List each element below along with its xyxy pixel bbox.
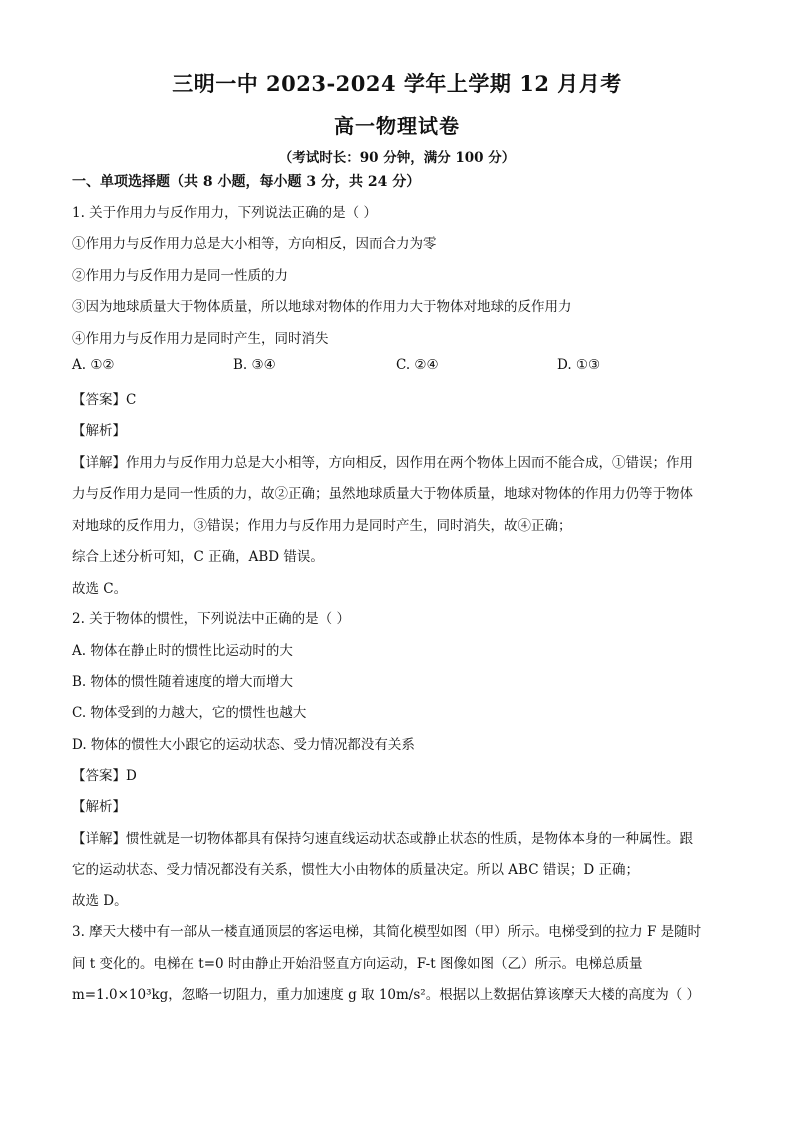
q2-answer: 【答案】D xyxy=(72,768,137,784)
q1-option-b: B. ③④ xyxy=(233,357,276,373)
q2-option-c: C. 物体受到的力越大，它的惯性也越大 xyxy=(72,705,307,721)
q1-detail-line-1: 【详解】作用力与反作用力总是大小相等，方向相反，因作用在两个物体上因而不能合成，①错误；作用 xyxy=(72,455,693,471)
exam-title: 三明一中 2023-2024 学年上学期 12 月月考 xyxy=(172,71,622,96)
q2-analysis-label: 【解析】 xyxy=(72,799,126,815)
q1-option-c: C. ②④ xyxy=(396,357,439,373)
q2-option-d: D. 物体的惯性大小跟它的运动状态、受力情况都没有关系 xyxy=(72,737,415,753)
q2-detail-line-2: 它的运动状态、受力情况都没有关系，惯性大小由物体的质量决定。所以 ABC 错误；D 正确； xyxy=(72,862,639,878)
q1-statement-2: ②作用力与反作用力是同一性质的力 xyxy=(72,268,288,284)
q1-choose: 故选 C。 xyxy=(72,581,128,597)
q2-option-b: B. 物体的惯性随着速度的增大而增大 xyxy=(72,674,294,690)
exam-subject-title: 高一物理试卷 xyxy=(334,114,460,138)
q1-option-d: D. ①③ xyxy=(557,357,601,373)
q2-detail-line-1: 【详解】惯性就是一切物体都具有保持匀速直线运动状态或静止状态的性质，是物体本身的一种属性。跟 xyxy=(72,831,693,847)
q3-stem-line-3: m=1.0×10³kg，忽略一切阻力，重力加速度 g 取 10m/s²。根据以上数据估算该摩天大楼的高度为（ ） xyxy=(72,987,700,1003)
section-heading: 一、单项选择题（共 8 小题，每小题 3 分，共 24 分） xyxy=(72,174,421,190)
q1-summary: 综合上述分析可知，C 正确，ABD 错误。 xyxy=(72,549,324,565)
q1-statement-1: ①作用力与反作用力总是大小相等，方向相反，因而合力为零 xyxy=(72,236,437,252)
q1-stem: 1. 关于作用力与反作用力，下列说法正确的是（ ） xyxy=(72,205,377,221)
q3-stem-line-1: 3. 摩天大楼中有一部从一楼直通顶层的客运电梯，其简化模型如图（甲）所示。电梯受到的拉力 F 是随时 xyxy=(72,924,702,940)
q1-statement-3: ③因为地球质量大于物体质量，所以地球对物体的作用力大于物体对地球的反作用力 xyxy=(72,299,572,315)
q2-choose: 故选 D。 xyxy=(72,893,128,909)
q1-detail-line-3: 对地球的反作用力，③错误；作用力与反作用力是同时产生，同时消失，故④正确； xyxy=(72,518,572,534)
q2-option-a: A. 物体在静止时的惯性比运动时的大 xyxy=(72,643,293,659)
q1-answer: 【答案】C xyxy=(72,392,137,408)
q1-analysis-label: 【解析】 xyxy=(72,423,126,439)
exam-info: （考试时长：90 分钟，满分 100 分） xyxy=(278,150,516,166)
q1-option-a: A. ①② xyxy=(72,357,115,373)
q1-detail-line-2: 力与反作用力是同一性质的力，故②正确；虽然地球质量大于物体质量，地球对物体的作用力仍等于物体 xyxy=(72,486,693,502)
q2-stem: 2. 关于物体的惯性，下列说法中正确的是（ ） xyxy=(72,611,350,627)
q1-statement-4: ④作用力与反作用力是同时产生，同时消失 xyxy=(72,331,329,347)
q3-stem-line-2: 间 t 变化的。电梯在 t=0 时由静止开始沿竖直方向运动，F-t 图像如图（乙）所示。电梯总质量 xyxy=(72,956,643,972)
